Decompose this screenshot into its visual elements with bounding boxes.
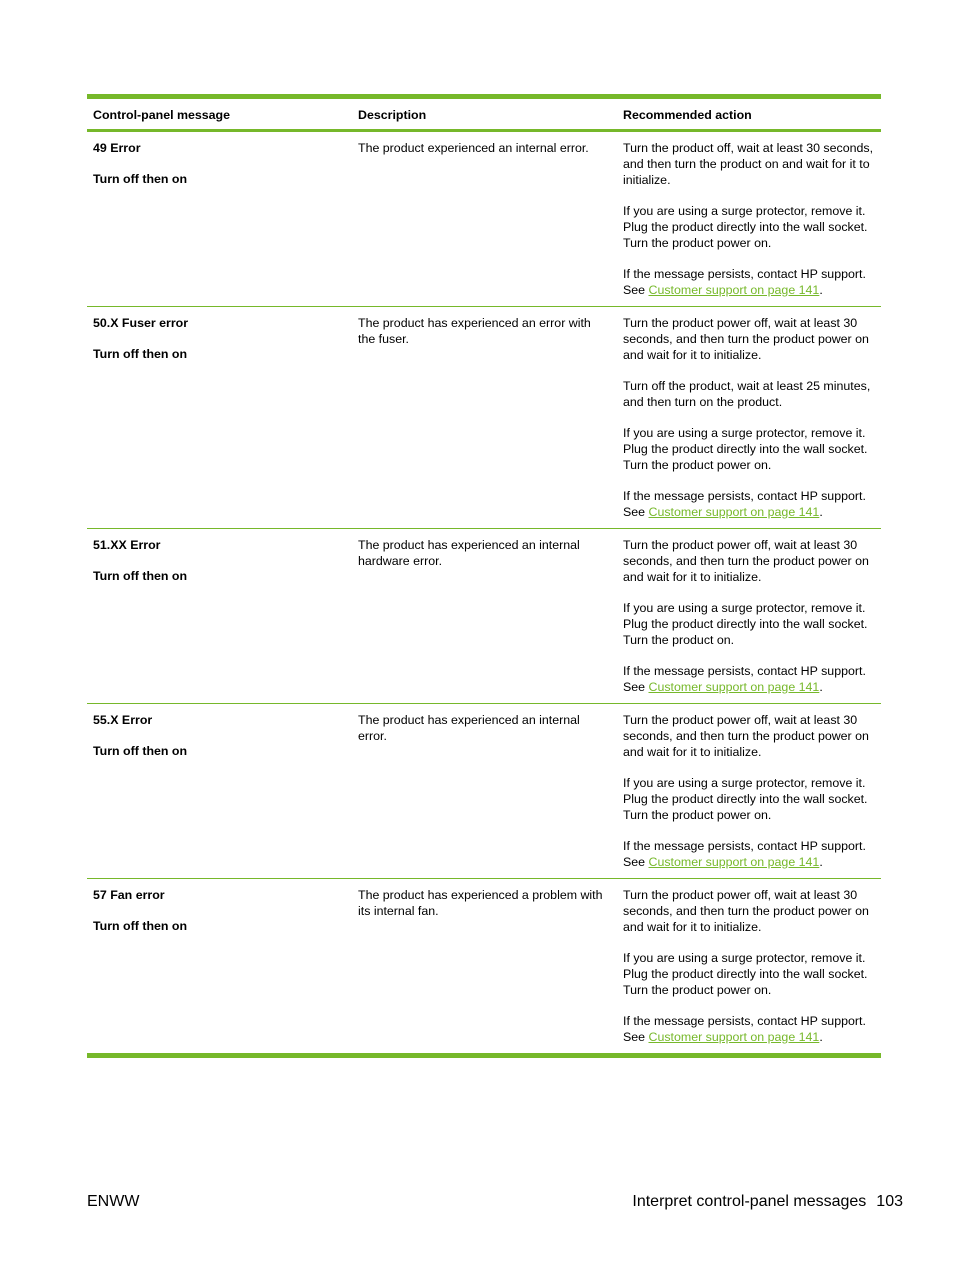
action-text: If you are using a surge protector, remove it. Plug the product directly into the wall socket. Turn the product on.: [623, 601, 868, 647]
table-row: [87, 879, 881, 1056]
action-paragraph: [623, 775, 875, 823]
action-text: If the message persists, contact HP support. See: [623, 489, 866, 519]
action-text-end: .: [819, 1030, 823, 1044]
error-instruction: Turn off then on: [93, 569, 188, 583]
header-description: Description: [352, 97, 617, 131]
error-code: 55.X Error: [93, 713, 153, 727]
action-text: If the message persists, contact HP support. See: [623, 1014, 866, 1044]
action-paragraph: [623, 140, 875, 188]
action-cell: [617, 704, 881, 879]
customer-support-link[interactable]: Customer support on page 141: [648, 283, 820, 297]
table-row: [87, 307, 881, 529]
action-paragraph: [623, 600, 875, 648]
action-text: If the message persists, contact HP support. See: [623, 664, 866, 694]
footer-section-title: Interpret control-panel messages: [632, 1193, 867, 1210]
action-text: Turn the product power off, wait at least 30 seconds, and then turn the product power on and wait for it to initialize.: [623, 713, 869, 759]
action-paragraph: [623, 378, 875, 410]
action-text: If you are using a surge protector, remove it. Plug the product directly into the wall socket. Turn the product power on.: [623, 426, 868, 472]
action-text: Turn off the product, wait at least 25 minutes, and then turn on the product.: [623, 379, 871, 409]
action-text: If you are using a surge protector, remove it. Plug the product directly into the wall socket. Turn the product power on.: [623, 776, 868, 822]
header-control-panel-message: Control-panel message: [87, 97, 352, 131]
action-text: Turn the product power off, wait at least 30 seconds, and then turn the product power on and wait for it to initialize.: [623, 538, 869, 584]
action-text: If the message persists, contact HP support. See: [623, 839, 866, 869]
error-code: 51.XX Error: [93, 538, 161, 552]
header-recommended-action: Recommended action: [617, 97, 881, 131]
action-text: Turn the product power off, wait at least 30 seconds, and then turn the product power on and wait for it to initialize.: [623, 316, 869, 362]
table-row: [87, 529, 881, 704]
description-cell: The product has experienced an error with the fuser.: [352, 307, 617, 529]
action-text-end: .: [819, 505, 823, 519]
error-code: 57 Fan error: [93, 888, 165, 902]
action-text: If you are using a surge protector, remove it. Plug the product directly into the wall socket. Turn the product power on.: [623, 204, 868, 250]
action-text-end: .: [819, 855, 823, 869]
error-code: 50.X Fuser error: [93, 316, 189, 330]
customer-support-link[interactable]: Customer support on page 141: [648, 1030, 820, 1044]
action-paragraph: [623, 203, 875, 251]
footer-enww: ENWW: [87, 1193, 140, 1210]
error-instruction: Turn off then on: [93, 744, 188, 758]
action-paragraph: [623, 838, 875, 870]
description-cell: The product has experienced an internal hardware error.: [352, 529, 617, 704]
action-paragraph: [623, 663, 875, 695]
action-cell: [617, 131, 881, 307]
message-cell: [87, 529, 352, 704]
action-paragraph: [623, 315, 875, 363]
customer-support-link[interactable]: Customer support on page 141: [648, 855, 820, 869]
description-cell: The product has experienced an internal error.: [352, 704, 617, 879]
action-paragraph: [623, 1013, 875, 1045]
action-text: Turn the product power off, wait at least 30 seconds, and then turn the product power on and wait for it to initialize.: [623, 888, 869, 934]
error-instruction: Turn off then on: [93, 919, 188, 933]
action-cell: [617, 529, 881, 704]
message-cell: [87, 131, 352, 307]
error-instruction: Turn off then on: [93, 172, 188, 186]
customer-support-link[interactable]: Customer support on page 141: [648, 680, 820, 694]
table-row: [87, 704, 881, 879]
error-instruction: Turn off then on: [93, 347, 188, 361]
control-panel-messages-table: [87, 94, 881, 1058]
description-cell: The product has experienced a problem with its internal fan.: [352, 879, 617, 1056]
action-paragraph: [623, 537, 875, 585]
action-text-end: .: [819, 283, 823, 297]
action-text: If you are using a surge protector, remove it. Plug the product directly into the wall socket. Turn the product power on.: [623, 951, 868, 997]
action-text-end: .: [819, 680, 823, 694]
action-cell: [617, 307, 881, 529]
action-paragraph: [623, 266, 875, 298]
message-cell: [87, 879, 352, 1056]
error-code: 49 Error: [93, 141, 141, 155]
action-text: If the message persists, contact HP support. See: [623, 267, 866, 297]
action-paragraph: [623, 950, 875, 998]
action-text: Turn the product off, wait at least 30 seconds, and then turn the product on and wait for it to initialize.: [623, 141, 874, 187]
description-cell: The product experienced an internal error.: [352, 131, 617, 307]
action-paragraph: [623, 712, 875, 760]
footer-page-info: [632, 1193, 903, 1211]
message-cell: [87, 704, 352, 879]
table-header-row: [87, 97, 881, 131]
action-cell: [617, 879, 881, 1056]
page-number: 103: [876, 1193, 903, 1210]
table-row: [87, 131, 881, 307]
action-paragraph: [623, 488, 875, 520]
action-paragraph: [623, 887, 875, 935]
action-paragraph: [623, 425, 875, 473]
message-cell: [87, 307, 352, 529]
customer-support-link[interactable]: Customer support on page 141: [648, 505, 820, 519]
